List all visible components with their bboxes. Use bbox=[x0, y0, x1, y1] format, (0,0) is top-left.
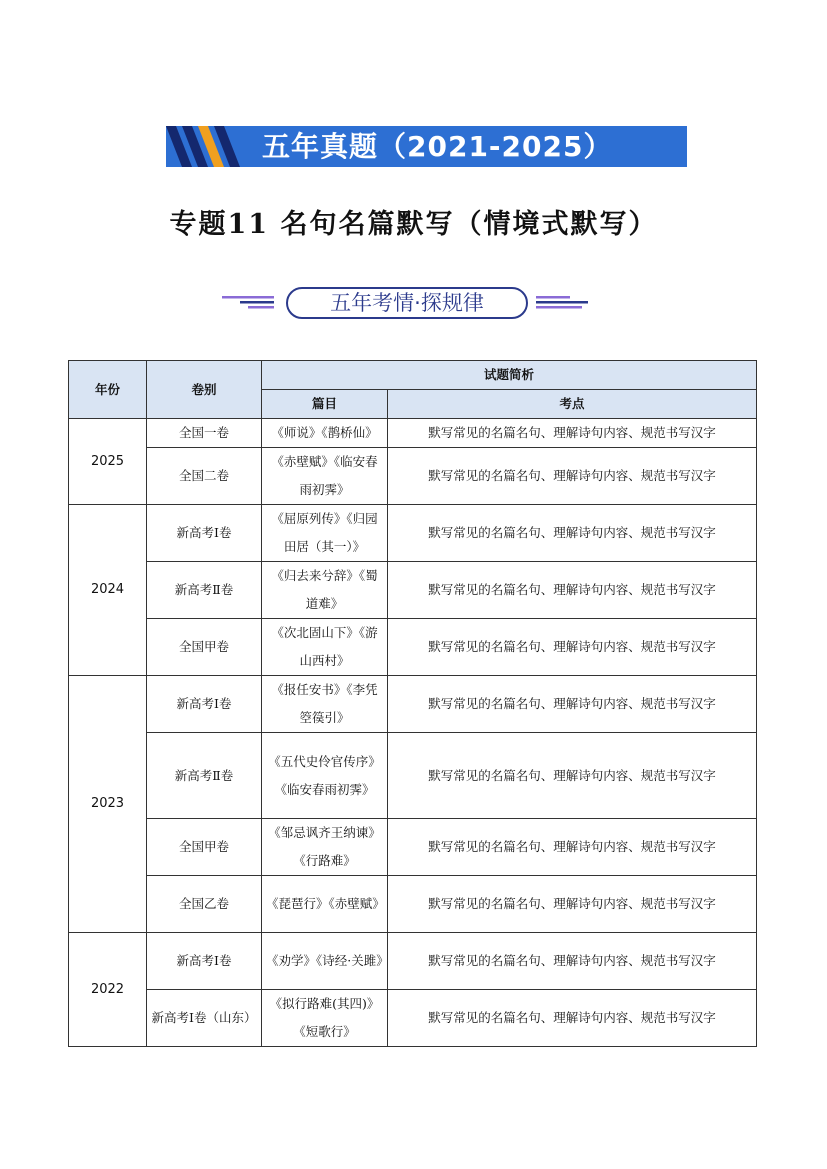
cell-essay: 《邹忌讽齐王纳谏》《行路难》 bbox=[262, 819, 388, 876]
cell-essay: 《五代史伶官传序》《临安春雨初霁》 bbox=[262, 733, 388, 819]
table-row bbox=[69, 733, 757, 819]
header-year: 年份 bbox=[69, 361, 147, 419]
header-paper: 卷别 bbox=[147, 361, 262, 419]
cell-paper: 新高考Ⅱ卷 bbox=[147, 733, 262, 819]
cell-essay: 《劝学》《诗经·关雎》 bbox=[262, 933, 388, 990]
cell-paper: 新高考Ⅰ卷 bbox=[147, 933, 262, 990]
cell-year: 2023 bbox=[69, 676, 147, 933]
header-point: 考点 bbox=[388, 390, 757, 419]
header-essay: 篇目 bbox=[262, 390, 388, 419]
cell-point: 默写常见的名篇名句、理解诗句内容、规范书写汉字 bbox=[388, 419, 757, 448]
subtitle-text: 五年考情·探规律 bbox=[286, 287, 528, 319]
cell-essay: 《琵琶行》《赤壁赋》 bbox=[262, 876, 388, 933]
cell-point: 默写常见的名篇名句、理解诗句内容、规范书写汉字 bbox=[388, 619, 757, 676]
cell-essay: 《次北固山下》《游山西村》 bbox=[262, 619, 388, 676]
cell-year: 2025 bbox=[69, 419, 147, 505]
decorative-lines-right-icon bbox=[534, 295, 588, 309]
cell-year: 2022 bbox=[69, 933, 147, 1047]
cell-paper: 全国甲卷 bbox=[147, 619, 262, 676]
table-body bbox=[69, 419, 757, 1047]
decorative-lines-left-icon bbox=[222, 295, 276, 309]
table-row bbox=[69, 419, 757, 448]
page-title: 专题11 名句名篇默写（情境式默写） bbox=[169, 209, 658, 240]
cell-paper: 新高考Ⅱ卷 bbox=[147, 562, 262, 619]
section-banner bbox=[166, 126, 687, 167]
cell-essay: 《拟行路难(其四)》《短歌行》 bbox=[262, 990, 388, 1047]
exam-analysis-table bbox=[68, 360, 757, 1047]
cell-essay: 《赤壁赋》《临安春雨初霁》 bbox=[262, 448, 388, 505]
cell-point: 默写常见的名篇名句、理解诗句内容、规范书写汉字 bbox=[388, 933, 757, 990]
cell-point: 默写常见的名篇名句、理解诗句内容、规范书写汉字 bbox=[388, 876, 757, 933]
cell-point: 默写常见的名篇名句、理解诗句内容、规范书写汉字 bbox=[388, 990, 757, 1047]
table-row bbox=[69, 619, 757, 676]
table-row bbox=[69, 562, 757, 619]
cell-paper: 全国二卷 bbox=[147, 448, 262, 505]
cell-point: 默写常见的名篇名句、理解诗句内容、规范书写汉字 bbox=[388, 505, 757, 562]
table-row bbox=[69, 448, 757, 505]
cell-paper: 全国乙卷 bbox=[147, 876, 262, 933]
table-row bbox=[69, 505, 757, 562]
table-row bbox=[69, 933, 757, 990]
cell-point: 默写常见的名篇名句、理解诗句内容、规范书写汉字 bbox=[388, 448, 757, 505]
cell-paper: 新高考Ⅰ卷（山东） bbox=[147, 990, 262, 1047]
cell-paper: 全国甲卷 bbox=[147, 819, 262, 876]
table-row bbox=[69, 876, 757, 933]
cell-essay: 《屈原列传》《归园田居（其一）》 bbox=[262, 505, 388, 562]
table-row bbox=[69, 819, 757, 876]
cell-year: 2024 bbox=[69, 505, 147, 676]
table-row bbox=[69, 676, 757, 733]
cell-paper: 新高考Ⅰ卷 bbox=[147, 676, 262, 733]
header-group: 试题简析 bbox=[262, 361, 757, 390]
banner-title: 五年真题（2021-2025） bbox=[262, 130, 613, 163]
banner-stripes-icon bbox=[166, 126, 256, 167]
cell-point: 默写常见的名篇名句、理解诗句内容、规范书写汉字 bbox=[388, 733, 757, 819]
cell-point: 默写常见的名篇名句、理解诗句内容、规范书写汉字 bbox=[388, 676, 757, 733]
cell-point: 默写常见的名篇名句、理解诗句内容、规范书写汉字 bbox=[388, 819, 757, 876]
cell-point: 默写常见的名篇名句、理解诗句内容、规范书写汉字 bbox=[388, 562, 757, 619]
cell-paper: 全国一卷 bbox=[147, 419, 262, 448]
table-row bbox=[69, 990, 757, 1047]
subtitle-badge bbox=[222, 287, 588, 319]
cell-essay: 《归去来兮辞》《蜀道难》 bbox=[262, 562, 388, 619]
cell-essay: 《报任安书》《李凭箜篌引》 bbox=[262, 676, 388, 733]
cell-paper: 新高考Ⅰ卷 bbox=[147, 505, 262, 562]
cell-essay: 《师说》《鹊桥仙》 bbox=[262, 419, 388, 448]
